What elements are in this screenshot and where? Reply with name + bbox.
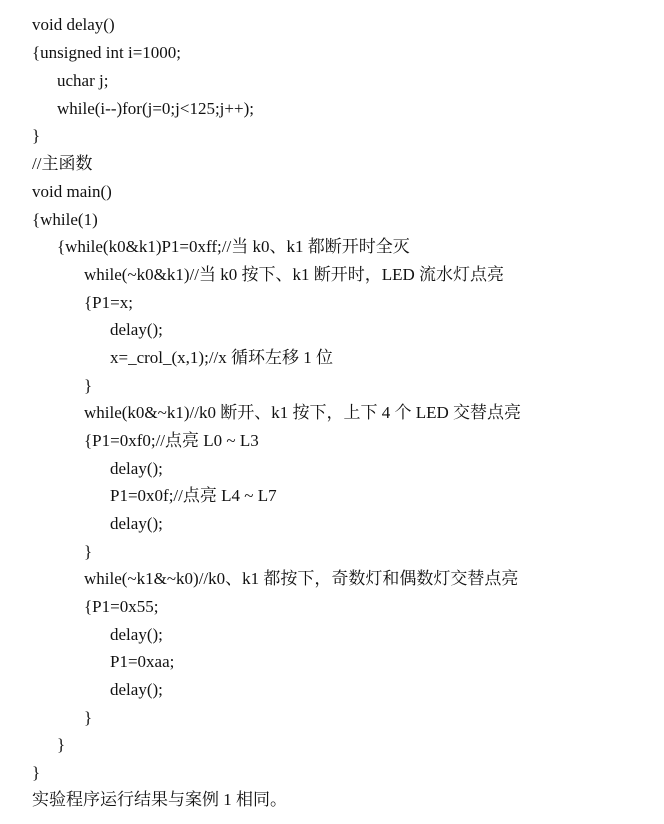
- code-line: delay();: [110, 625, 163, 644]
- code-line: {unsigned int i=1000;: [32, 43, 182, 62]
- code-line: }: [84, 376, 93, 395]
- result-note: 实验程序运行结果与案例 1 相同。: [32, 790, 287, 809]
- code-line: {P1=0x55;: [84, 597, 159, 616]
- code-line: }: [84, 542, 93, 561]
- code-line: {P1=0xf0;//点亮 L0 ~ L3: [84, 431, 259, 450]
- code-line: delay();: [110, 514, 163, 533]
- code-comment-line: //主函数: [32, 154, 93, 173]
- code-line: {while(k0&k1)P1=0xff;//当 k0、k1 都断开时全灭: [57, 237, 410, 256]
- code-line: }: [32, 126, 41, 145]
- code-line: {P1=x;: [84, 293, 133, 312]
- code-line: x=_crol_(x,1);//x 循环左移 1 位: [110, 348, 334, 367]
- code-line: }: [84, 708, 93, 727]
- code-line: while(k0&~k1)//k0 断开、k1 按下，上下 4 个 LED 交替点亮: [84, 403, 522, 422]
- code-line: void main(): [32, 182, 112, 201]
- code-line: while(~k1&~k0)//k0、k1 都按下，奇数灯和偶数灯交替点亮: [84, 569, 519, 588]
- code-line: delay();: [110, 320, 163, 339]
- code-line: P1=0x0f;//点亮 L4 ~ L7: [110, 486, 277, 505]
- code-line: void delay(): [32, 15, 115, 34]
- code-line: uchar j;: [57, 71, 109, 90]
- code-line: }: [32, 763, 41, 782]
- code-line: P1=0xaa;: [110, 652, 175, 671]
- code-line: while(~k0&k1)//当 k0 按下、k1 断开时，LED 流水灯点亮: [84, 265, 505, 284]
- code-line: delay();: [110, 459, 163, 478]
- code-line: delay();: [110, 680, 163, 699]
- code-line: while(i--)for(j=0;j<125;j++);: [57, 99, 254, 118]
- code-line: {while(1): [32, 210, 98, 229]
- code-line: }: [57, 735, 66, 754]
